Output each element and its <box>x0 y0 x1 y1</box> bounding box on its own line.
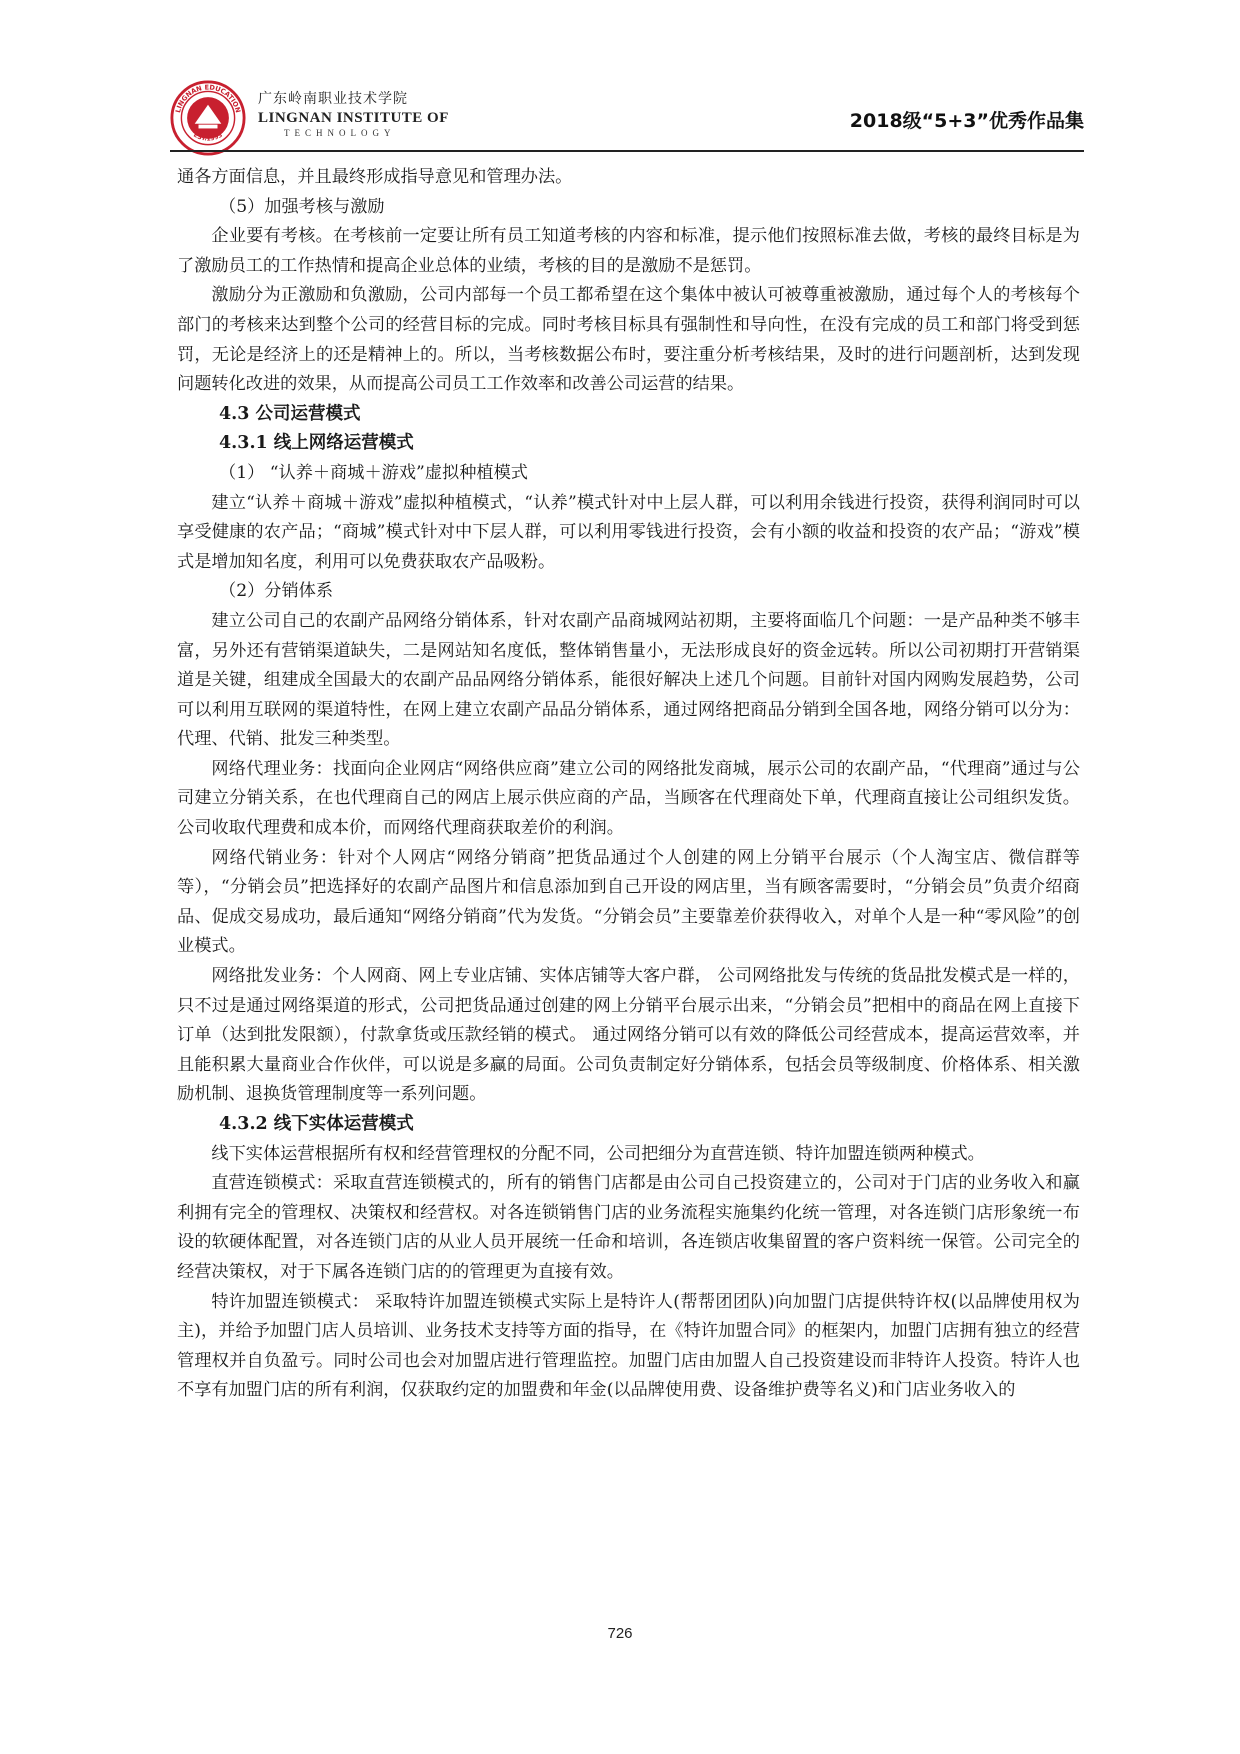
logo-ring-text: LINGNAN EDUCATION <box>174 83 242 114</box>
paragraph: 建立公司自己的农副产品网络分销体系，针对农副产品商城网站初期，主要将面临几个问题：一是产品种类不够丰富，另外还有营销渠道缺失，二是网站知名度低，整体销售量小，无法形成良好的资金远转。所以公司初期打开营销渠道是关键，组建成全国最大的农副产品品网络分销体系，能很好解决上述几个问题。目前针对国内网购发展趋势，公司可以利用互联网的渠道特性，在网上建立农副产品品分销体系，通过网络把商品分销到全国各地，网络分销可以分为：代理、代销、批发三种类型。 <box>177 610 1080 750</box>
institution-name-cn: 广东岭南职业技术学院 <box>258 91 408 107</box>
institution-name-en: LINGNAN INSTITUTE OF <box>258 110 449 126</box>
paragraph: 网络代理业务：找面向企业网店“网络供应商”建立公司的网络批发商城，展示公司的农副产品，“代理商”通过与公司建立分销关系，在也代理商自己的网店上展示供应商的产品，当顾客在代理商处下单，代理商直接让公司组织发货。公司收取代理费和成本价，而网络代理商获取差价的利润。 <box>177 758 1080 839</box>
paragraph: 企业要有考核。在考核前一定要让所有员工知道考核的内容和标准，提示他们按照标准去做，考核的最终目标是为了激励员工的工作热情和提高企业总体的业绩，考核的目的是激励不是惩罚。 <box>177 226 1080 276</box>
section-heading: 4.3 公司运营模式 <box>219 403 361 424</box>
paragraph: 线下实体运营根据所有权和经营管理权的分配不同，公司把细分为直营连锁、特许加盟连锁两种模式。 <box>211 1143 985 1164</box>
section-heading: 4.3.1 线上网络运营模式 <box>219 433 414 454</box>
paragraph: 网络批发业务：个人网商、网上专业店铺、实体店铺等大客户群， 公司网络批发与传统的货品批发模式是一样的，只不过是通过网络渠道的形式，公司把货品通过创建的网上分销平台展示出来，“分销会员”把相中的商品在网上直接下订单（达到批发限额），付款拿货或压款经销的模式。 通过网络分销可以有效的降低公司经营成本，提高运营效率，并且能积累大量商业合作伙伴，可以说是多赢的局面。公司负责制定好分销体系，包括会员等级制度、价格体系、相关激励机制、退换货管理制度等一系列问题。 <box>177 966 1080 1105</box>
paragraph: 直营连锁模式：采取直营连锁模式的，所有的销售门店都是由公司自己投资建立的，公司对于门店的业务收入和赢利拥有完全的管理权、决策权和经营权。对各连锁销售门店的业务流程实施集约化统一管理，对各连锁门店形象统一布设的软硬体配置，对各连锁门店的从业人员开展统一任命和培训，各连锁店收集留置的客户资料统一保管。公司完全的经营决策权，对于下属各连锁门店的的管理更为直接有效。 <box>177 1173 1080 1282</box>
subheading: （2）分销体系 <box>219 581 334 602</box>
paragraph: 建立“认养＋商城＋游戏”虚拟种植模式，“认养”模式针对中上层人群，可以利用余钱进行投资，获得利润同时可以享受健康的农产品；“商城”模式针对中下层人群，可以利用零钱进行投资，会有小额的收益和投资的农产品；“游戏”模式是增加知名度，利用可以免费获取农产品吸粉。 <box>177 492 1080 572</box>
section-heading: 4.3.2 线下实体运营模式 <box>219 1114 414 1134</box>
subheading: （1） “认养＋商城＋游戏”虚拟种植模式 <box>219 462 528 483</box>
logo-est-text: EST.1993 <box>192 131 224 143</box>
paragraph: 通各方面信息，并且最终形成指导意见和管理办法。 <box>177 167 573 187</box>
institution-name-en-2: TECHNOLOGY <box>284 128 396 138</box>
header-rule <box>170 150 1084 152</box>
page-header <box>170 74 1084 150</box>
series-title: 2018级“5+3”优秀作品集 <box>849 110 1084 132</box>
paragraph: 激励分为正激励和负激励，公司内部每一个员工都希望在这个集体中被认可被尊重被激励，通过每个人的考核每个部门的考核来达到整个公司的经营目标的完成。同时考核目标具有强制性和导向性，在没有完成的员工和部门将受到惩罚，无论是经济上的还是精神上的。所以，当考核数据公布时，要注重分析考核结果，及时的进行问题剖析，达到发现问题转化改进的效果，从而提高公司员工工作效率和改善公司运营的结果。 <box>177 285 1080 395</box>
institute-logo <box>170 80 246 156</box>
page-number: 726 <box>607 1625 633 1642</box>
document-body <box>177 163 1080 1406</box>
paragraph: 网络代销业务：针对个人网店“网络分销商”把货品通过个人创建的网上分销平台展示（个人淘宝店、微信群等等），“分销会员”把选择好的农副产品图片和信息添加到自己开设的网店里，当有顾客需要时，“分销会员”负责介绍商品、促成交易成功，最后通知“网络分销商”代为发货。“分销会员”主要靠差价获得收入，对单个人是一种“零风险”的创业模式。 <box>177 847 1080 957</box>
paragraph: 特许加盟连锁模式： 采取特许加盟连锁模式实际上是特许人(帮帮团团队)向加盟门店提供特许权(以品牌使用权为主)，并给予加盟门店人员培训、业务技术支持等方面的指导，在《特许加盟合同》的框架内，加盟门店拥有独立的经营管理权并自负盈亏。同时公司也会对加盟店进行管理监控。加盟门店由加盟人自己投资建设而非特许人投资。特许人也不享有加盟门店的所有利润，仅获取约定的加盟费和年金(以品牌使用费、设备维护费等名义)和门店业务收入的 <box>177 1291 1080 1401</box>
institution-name <box>258 88 449 138</box>
subheading: （5）加强考核与激励 <box>219 196 385 217</box>
